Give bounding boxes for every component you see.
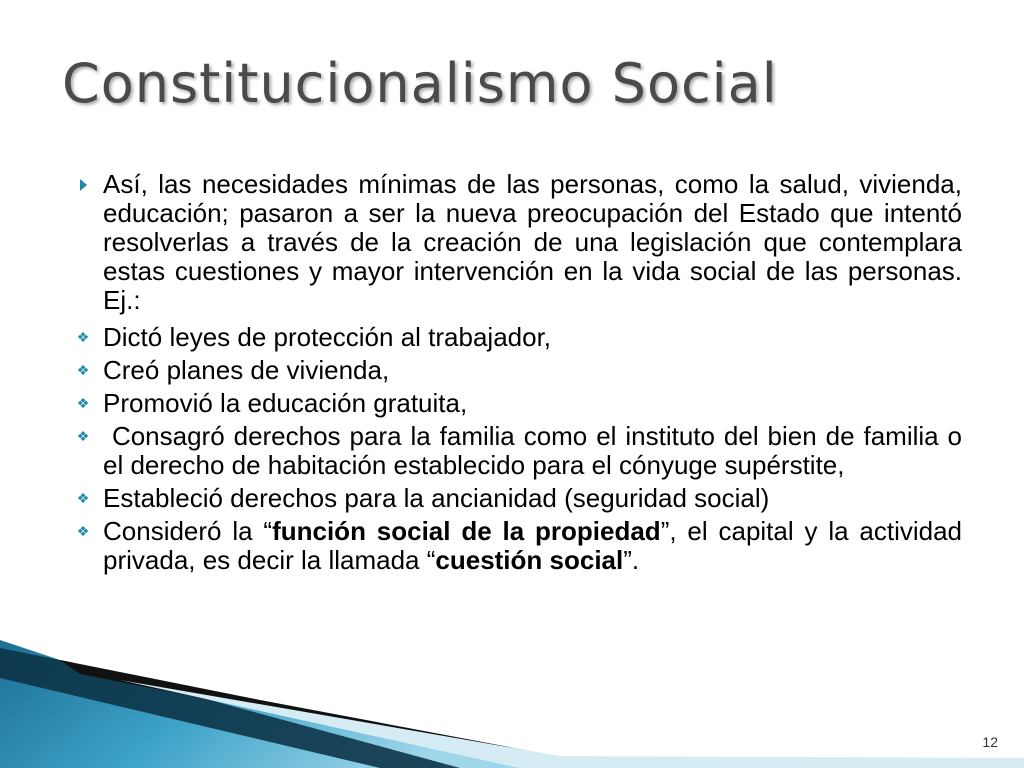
diamond-bullet-icon: ❖ [76,428,90,444]
list-item [72,323,962,352]
list-item [72,170,962,315]
diamond-bullet-icon: ❖ [76,490,90,506]
item-text: Promovió la educación gratuita, [103,388,468,418]
triangle-bullet-icon [72,170,94,199]
bold-phrase: función social de la propiedad [272,516,661,546]
list-item [72,484,962,513]
item-text: Dictó leyes de protección al trabajador, [103,322,552,352]
item-text-part: ”. [623,545,640,575]
bullet-list [72,169,970,579]
decorative-swoosh [0,640,1024,768]
item-text-part: ”, el capital y la actividad privada, es decir la llamada “ [103,516,963,575]
item-text-part: Consideró la “ [103,516,273,546]
list-item [72,389,962,418]
item-text: Consagró derechos para la familia como el instituto del bien de familia o el derecho de habitación establecido para el cónyuge supérstite, [103,421,970,480]
diamond-bullet-icon: ❖ [76,329,90,345]
bold-phrase: cuestión social [435,545,624,575]
intro-text: Así, las necesidades mínimas de las personas, como la salud, vivienda, educación; pasaron a ser la nueva preocupación del Estado que intentó resolverlas a través de la creación de una legislación que contemplara estas cuestiones y mayor intervención en la vida social de las personas. Ej.: [103,169,962,315]
list-item [72,517,962,575]
page-number: 12 [982,734,998,750]
item-text: Creó planes de vivienda, [103,355,390,385]
slide-title: Constitucionalismo Social [62,52,778,115]
list-item [72,356,962,385]
diamond-bullet-icon: ❖ [76,523,90,539]
diamond-bullet-icon: ❖ [76,395,90,411]
diamond-bullet-icon: ❖ [76,362,90,378]
list-item [72,421,970,480]
item-text: Estableció derechos para la ancianidad (seguridad social) [103,483,770,513]
